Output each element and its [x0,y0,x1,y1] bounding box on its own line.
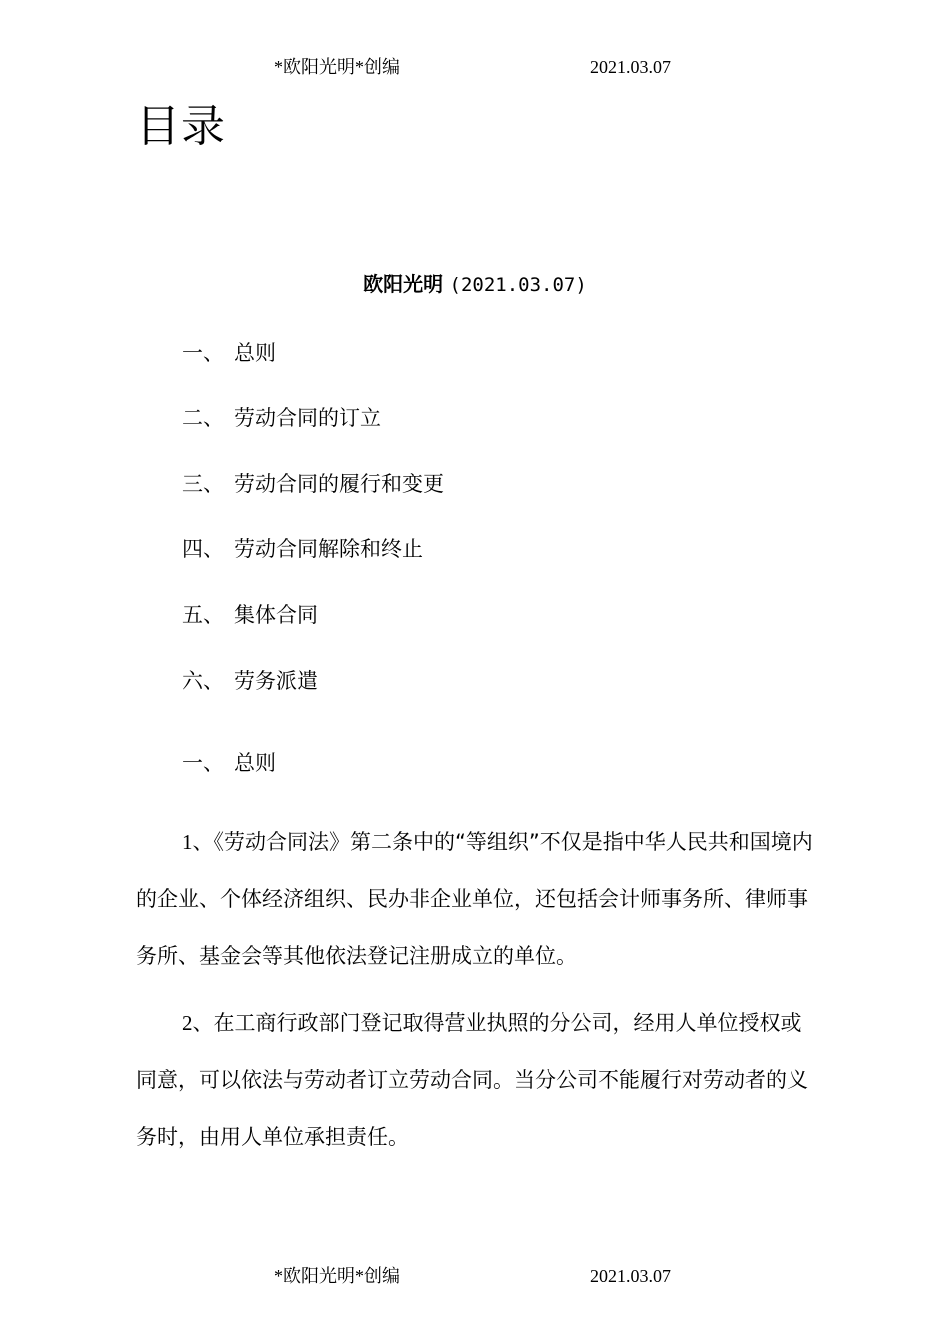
toc-item-number: 五、 [182,603,224,627]
page-title: 目录 [136,101,226,152]
toc-item[interactable] [182,470,444,498]
header-author: *欧阳光明*创编 [274,57,400,77]
document-subtitle [0,271,950,298]
section-label: 总则 [234,751,276,775]
toc-item-number: 三、 [182,472,224,496]
toc-item[interactable] [182,667,318,695]
toc-item[interactable] [182,601,318,629]
toc-item-label: 劳动合同的订立 [234,406,381,430]
subtitle-date: (2021.03.07) [449,274,587,296]
section-heading [182,749,276,777]
header-date: 2021.03.07 [590,57,671,77]
body-paragraph [136,995,816,1166]
paragraph-text: 、《劳动合同法》第二条中的“等组织”不仅是指中华人民共和国境内的企业、个体经济组织、民办非企业单位，还包括会计师事务所、律师事务所、基金会等其他依法登记注册成立的单位。 [136,830,813,968]
toc-item[interactable] [182,535,423,563]
toc-item-label: 总则 [234,341,276,365]
toc-item-number: 四、 [182,537,224,561]
paragraph-text: 、在工商行政部门登记取得营业执照的分公司，经用人单位授权或同意，可以依法与劳动者订立劳动合同。当分公司不能履行对劳动者的义务时，由用人单位承担责任。 [136,1011,808,1149]
paragraph-number: 2 [182,1011,193,1035]
toc-item-label: 劳动合同的履行和变更 [234,472,444,496]
toc-item-label: 集体合同 [234,603,318,627]
footer-date: 2021.03.07 [590,1266,671,1286]
section-number: 一、 [182,751,224,775]
footer-author: *欧阳光明*创编 [274,1266,400,1286]
paragraph-number: 1 [182,830,193,854]
subtitle-author: 欧阳光明 [363,272,444,296]
toc-item[interactable] [182,339,276,367]
toc-item-label: 劳动合同解除和终止 [234,537,423,561]
toc-item-number: 二、 [182,406,224,430]
toc-item-number: 六、 [182,669,224,693]
toc-item[interactable] [182,404,381,432]
body-paragraph [136,814,816,985]
toc-item-label: 劳务派遣 [234,669,318,693]
toc-item-number: 一、 [182,341,224,365]
